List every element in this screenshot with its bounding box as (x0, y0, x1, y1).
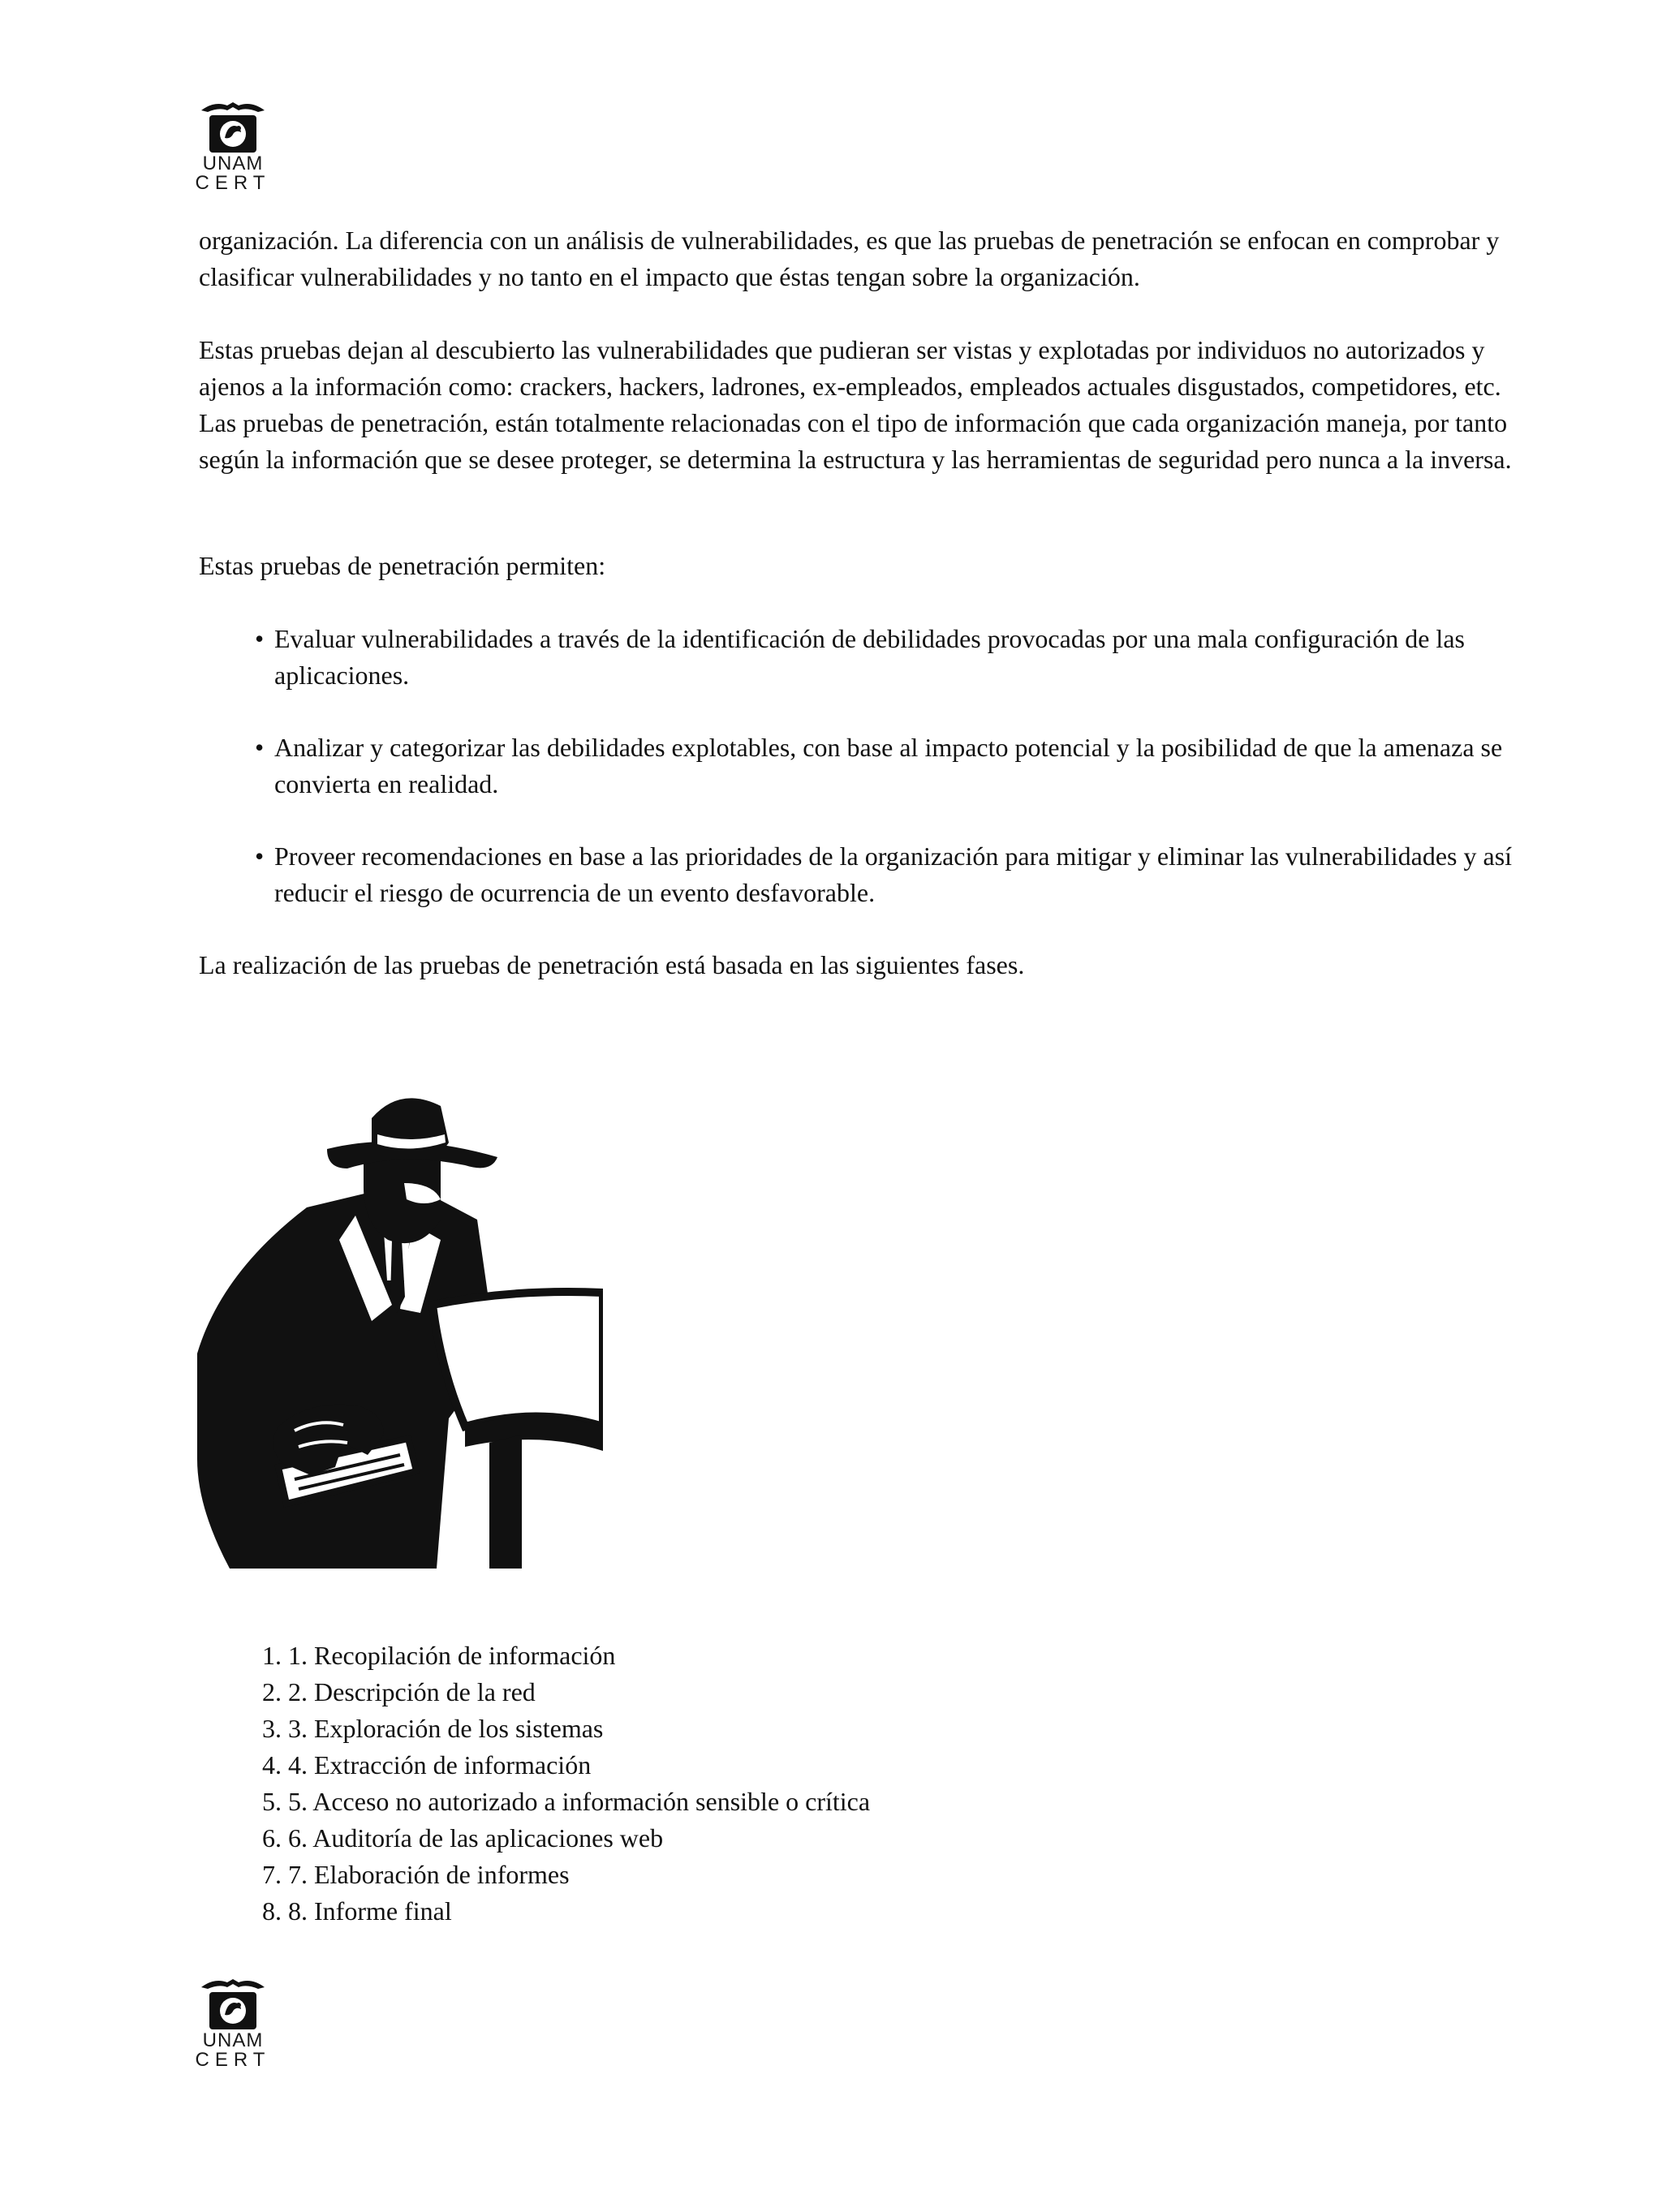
logo-text-cert: CERT (195, 2049, 271, 2071)
bullet-item (255, 621, 1540, 694)
list-item: 6. 6. Auditoría de las aplicaciones web (262, 1823, 664, 1853)
bullet-icon: • (255, 841, 265, 871)
bullet-item (255, 729, 1540, 803)
hacker-illustration (197, 1086, 603, 1569)
paragraph-intro: organización. La diferencia con un análisis de vulnerabilidades, es que las pruebas de penetración se enfocan en comprobar y clasificar vulnerabilidades y no tanto en el impacto que éstas tengan sobre la organización. (199, 226, 1500, 291)
logo-text-unam: UNAM (202, 153, 264, 174)
list-item: 4. 4. Extracción de información (262, 1750, 592, 1779)
bullet-text: Evaluar vulnerabilidades a través de la identificación de debilidades provocadas por una mala configuración de las aplicaciones. (274, 624, 1465, 690)
bullet-icon: • (255, 624, 265, 653)
unam-seal-icon (198, 1976, 268, 2033)
paragraph-permiten: Estas pruebas de penetración permiten: (199, 551, 606, 580)
paragraph-fases: La realización de las pruebas de penetración está basada en las siguientes fases. (199, 950, 1025, 979)
list-item: 5. 5. Acceso no autorizado a información sensible o crítica (262, 1787, 871, 1816)
unam-cert-logo (193, 99, 273, 196)
unam-seal-icon (198, 99, 268, 156)
list-item: 2. 2. Descripción de la red (262, 1677, 536, 1706)
logo-text-cert: CERT (195, 172, 271, 194)
phases-list (262, 1637, 870, 1930)
bullet-text: Proveer recomendaciones en base a las prioridades de la organización para mitigar y eliminar las vulnerabilidades y así reducir el riesgo de ocurrencia de un evento desfavorable. (274, 841, 1513, 907)
bullet-icon: • (255, 733, 265, 762)
logo-text-unam: UNAM (202, 2029, 264, 2051)
list-item: 1. 1. Recopilación de información (262, 1641, 616, 1670)
unam-cert-logo-footer (193, 1976, 273, 2073)
list-item: 7. 7. Elaboración de informes (262, 1860, 570, 1889)
bullet-text: Analizar y categorizar las debilidades explotables, con base al impacto potencial y la posibilidad de que la amenaza se convierta en realidad. (274, 733, 1503, 798)
list-item: 8. 8. Informe final (262, 1896, 452, 1926)
list-item: 3. 3. Exploración de los sistemas (262, 1714, 604, 1743)
bullet-item (255, 838, 1540, 911)
paragraph-vulnerabilities: Estas pruebas dejan al descubierto las vulnerabilidades que pudieran ser vistas y explotadas por individuos no autorizados y ajenos a la información como: crackers, hackers, ladrones, ex-empleados, empleados actuales disgustados, competidores, etc. Las pruebas de penetración, están totalmente relacionadas con el tipo de información que cada organización maneja, por tanto según la información que se desee proteger, se determina la estructura y las herramientas de seguridad pero nunca a la inversa. (199, 335, 1512, 474)
